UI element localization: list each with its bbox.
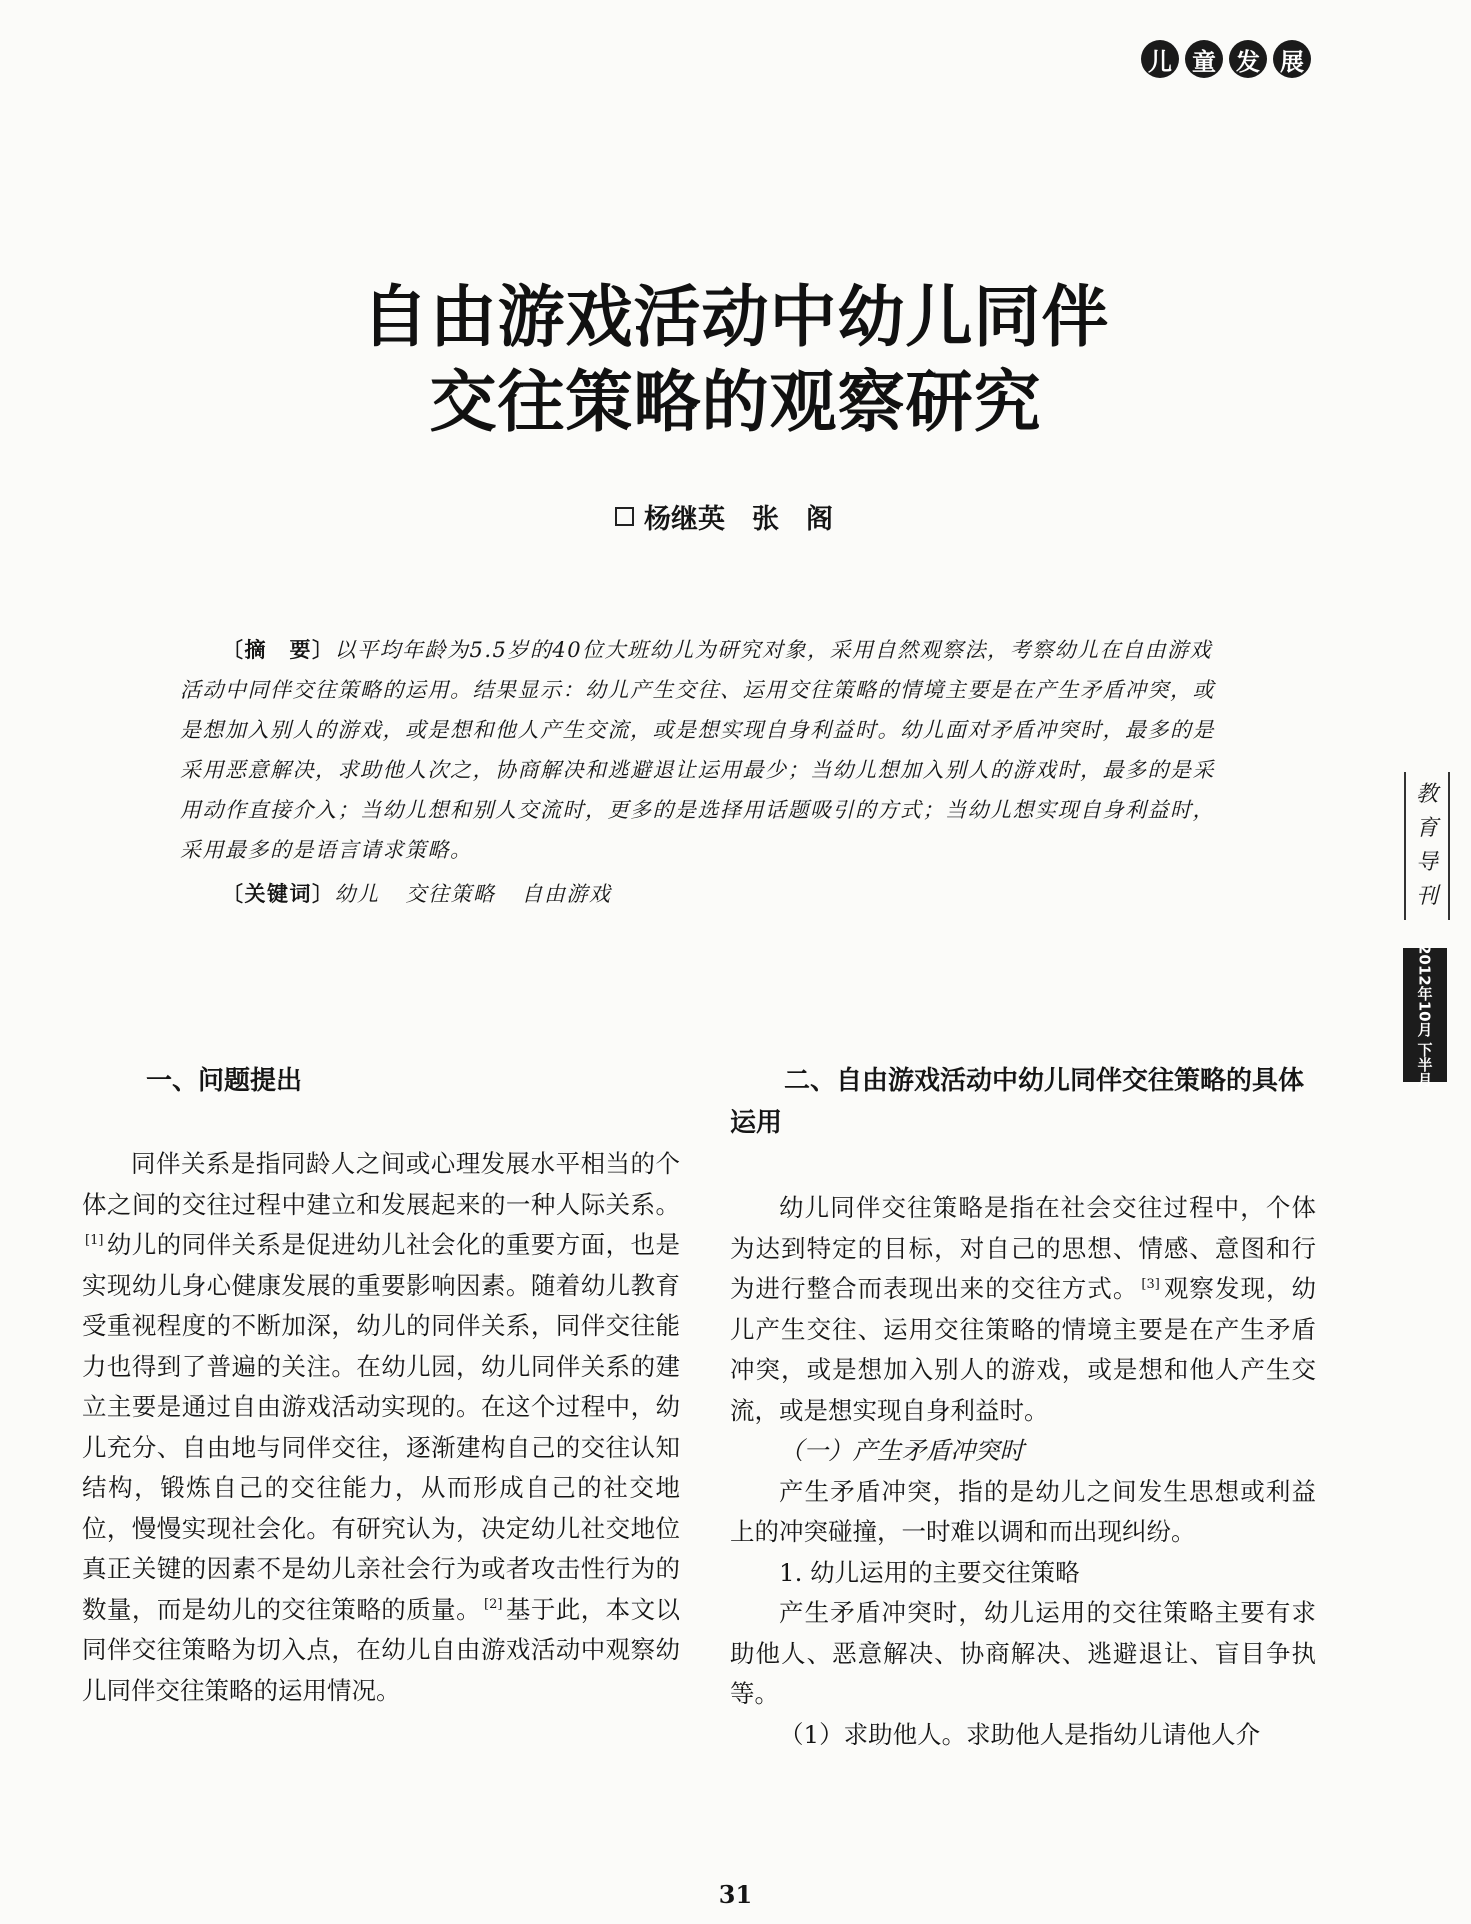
right-column <box>730 1060 1316 1755</box>
journal-char: 教 <box>1415 782 1438 807</box>
section-badge: 展 <box>1273 40 1311 78</box>
keyword: 交往策略 <box>405 882 496 906</box>
author-box-icon <box>615 507 634 526</box>
left-column <box>82 1060 680 1711</box>
paragraph-text: 幼儿同伴交往策略是指在社会交往过程中，个体为达到特定的目标，对自己的思想、情感、意图和行为进行整合而表现出来的交往方式。 <box>730 1193 1316 1303</box>
paragraph: 产生矛盾冲突时，幼儿运用的交往策略主要有求助他人、恶意解决、协商解决、逃避退让、盲目争执等。 <box>730 1598 1316 1708</box>
paragraph <box>730 1188 1316 1431</box>
authors <box>615 497 833 536</box>
section-badge: 发 <box>1229 40 1267 78</box>
issue-date: 2012年10月 下半月 <box>1415 943 1434 1087</box>
paragraph <box>82 1144 680 1711</box>
section-heading: 一、问题提出 <box>146 1066 303 1096</box>
section-heading: 二、自由游戏活动中幼儿同伴交往策略的具体运用 <box>730 1066 1305 1138</box>
author-names: 杨继英 张 阁 <box>644 504 833 535</box>
citation: [3] <box>1141 1276 1160 1292</box>
side-issue-date <box>1403 943 1447 1087</box>
paragraph-text: 幼儿的同伴关系是促进幼儿社会化的重要方面，也是实现幼儿身心健康发展的重要影响因素。随着幼儿教育受重视程度的不断加深，幼儿的同伴关系，同伴交往能力也得到了普遍的关注。在幼儿园，幼儿同伴关系的建立主要是通过自由游戏活动实现的。在这个过程中，幼儿充分、自由地与同伴交往，逐渐建构自己的交往认知结构，锻炼自己的交往能力，从而形成自己的社交地位，慢慢实现社会化。有研究认为，决定幼儿社交地位真正关键的因素不是幼儿亲社会行为或者攻击性行为的数量，而是幼儿的交往策略的质量。 <box>82 1230 680 1624</box>
abstract-text: 以平均年龄为5.5岁的40位大班幼儿为研究对象，采用自然观察法，考察幼儿在自由游戏活动中同伴交往策略的运用。结果显示：幼儿产生交往、运用交往策略的情境主要是在产生矛盾冲突，或是想加入别人的游戏，或是想和他人产生交流，或是想实现自身利益时。幼儿面对矛盾冲突时，最多的是采用恶意解决，求助他人次之，协商解决和逃避退让运用最少；当幼儿想加入别人的游戏时，最多的是采用动作直接介入；当幼儿想和别人交流时，更多的是选择用话题吸引的方式；当幼儿想实现自身利益时，采用最多的是语言请求策略。 <box>180 638 1215 862</box>
keywords-label: 〔关键词〕 <box>222 882 335 906</box>
journal-char: 导 <box>1415 850 1438 875</box>
title-line: 自由游戏活动中幼儿同伴 <box>361 278 1110 356</box>
citation: [1] <box>85 1232 104 1248</box>
paragraph-text: 同伴关系是指同龄人之间或心理发展水平相当的个体之间的交往过程中建立和发展起来的一种人际关系。 <box>82 1149 680 1219</box>
section-badge: 童 <box>1185 40 1223 78</box>
subheading: （一）产生矛盾冲突时 <box>779 1436 1024 1465</box>
paragraph-text: 观察发现，幼儿产生交往、运用交往策略的情境主要是在产生矛盾冲突，或是想加入别人的游戏，或是想和他人产生交流，或是想实现自身利益时。 <box>730 1274 1317 1425</box>
keywords <box>180 874 1230 914</box>
citation: [2] <box>484 1597 503 1613</box>
paragraph: 产生矛盾冲突，指的是幼儿之间发生思想或利益上的冲突碰撞，一时难以调和而出现纠纷。 <box>730 1476 1316 1546</box>
abstract-label: 〔摘 要〕 <box>222 638 335 662</box>
keyword: 自由游戏 <box>521 882 612 906</box>
section-badges <box>1141 40 1311 78</box>
page-number: 31 <box>718 1880 753 1909</box>
subheading: 1. 幼儿运用的主要交往策略 <box>779 1557 1080 1587</box>
title-line: 交往策略的观察研究 <box>429 363 1042 441</box>
paragraph-text: 基于此，本文以同伴交往策略为切入点，在幼儿自由游戏活动中观察幼儿同伴交往策略的运用情况。 <box>82 1594 681 1705</box>
section-badge: 儿 <box>1141 40 1179 78</box>
abstract-block <box>180 630 1230 914</box>
side-journal-name <box>1404 772 1450 920</box>
abstract <box>180 630 1230 870</box>
journal-char: 刊 <box>1415 884 1438 909</box>
article-title <box>0 275 1471 445</box>
paragraph: （1）求助他人。求助他人是指幼儿请他人介 <box>779 1719 1261 1749</box>
journal-char: 育 <box>1415 816 1438 841</box>
keyword: 幼儿 <box>334 882 380 906</box>
